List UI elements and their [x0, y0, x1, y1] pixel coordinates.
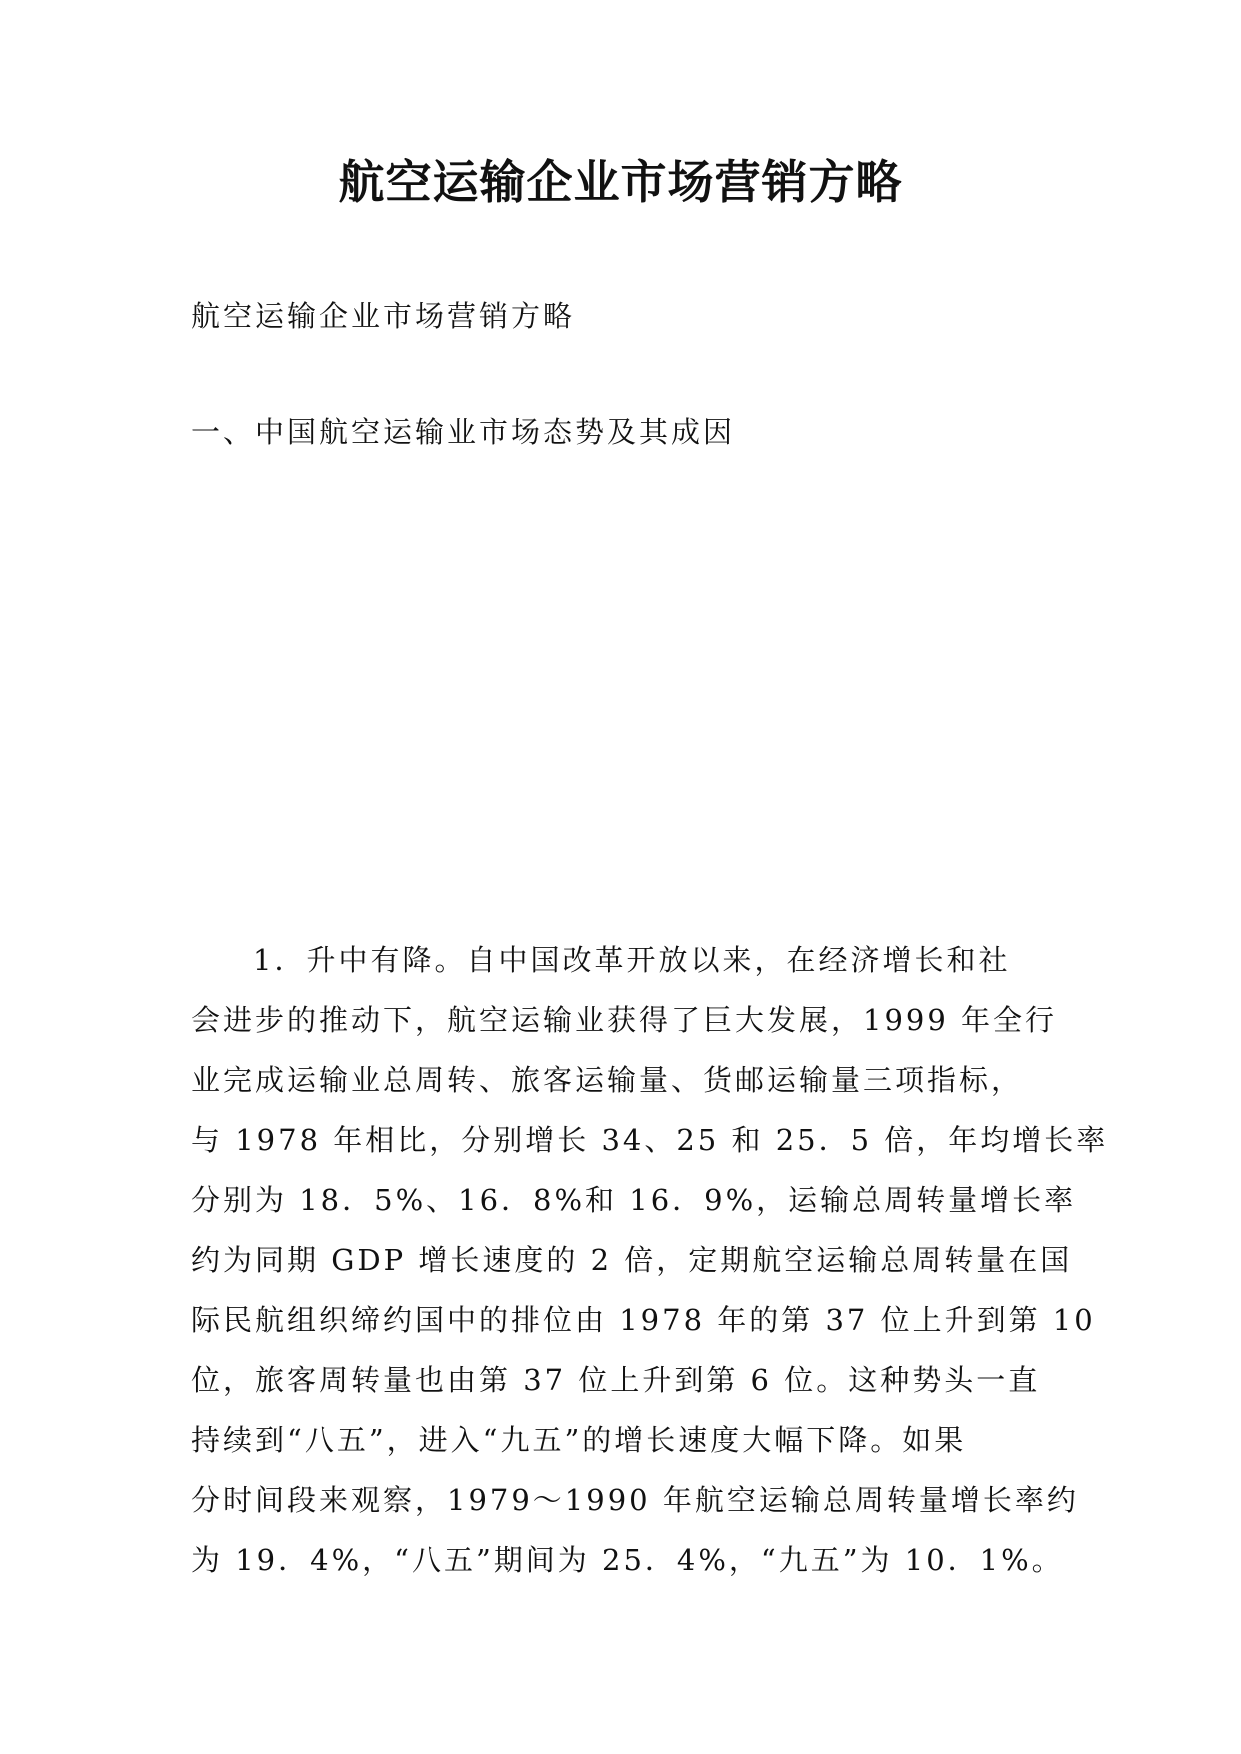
- paragraph-line: 为 19．4%，“八五”期间为 25．4%，“九五”为 10．1%。: [191, 1543, 1064, 1577]
- paragraph-line: 分时间段来观察，1979～1990 年航空运输总周转量增长率约: [191, 1483, 1079, 1517]
- body-paragraph: [191, 930, 1109, 1590]
- paragraph-line: 约为同期 GDP 增长速度的 2 倍，定期航空运输总周转量在国: [191, 1243, 1073, 1277]
- paragraph-line: 业完成运输业总周转、旅客运输量、货邮运输量三项指标，: [191, 1063, 1024, 1097]
- paragraph-line: 与 1978 年相比，分别增长 34、25 和 25．5 倍，年均增长率: [191, 1123, 1109, 1157]
- paragraph-line: 分别为 18．5%、16．8%和 16．9%，运输总周转量增长率: [191, 1183, 1077, 1217]
- section-heading: 一、中国航空运输业市场态势及其成因: [191, 415, 736, 449]
- paragraph-line: 位，旅客周转量也由第 37 位上升到第 6 位。这种势头一直: [191, 1363, 1041, 1397]
- paragraph-line: 会进步的推动下，航空运输业获得了巨大发展，1999 年全行: [191, 1003, 1058, 1037]
- paragraph-line: 持续到“八五”，进入“九五”的增长速度大幅下降。如果: [191, 1423, 967, 1457]
- paragraph-line: 1．升中有降。自中国改革开放以来，在经济增长和社: [253, 943, 1011, 977]
- paragraph-line: 际民航组织缔约国中的排位由 1978 年的第 37 位上升到第 10: [191, 1303, 1096, 1337]
- document-subtitle: 航空运输企业市场营销方略: [191, 299, 576, 333]
- document-title: 航空运输企业市场营销方略: [338, 155, 903, 209]
